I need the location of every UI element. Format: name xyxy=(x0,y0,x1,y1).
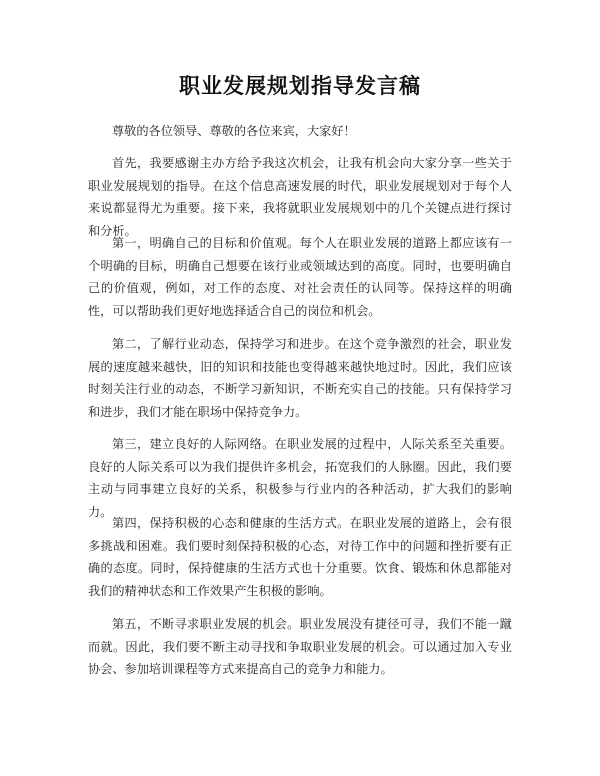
paragraph-point-1: 第一，明确自己的目标和价值观。每个人在职业发展的道路上都应该有一个明确的目标，明确自己想要在该行业或领域达到的高度。同时，也要明确自己的价值观，例如，对工作的态度、对社会责任的认同等。保持这样的明确性，可以帮助我们更好地选择适合自己的岗位和机会。 xyxy=(88,236,512,318)
paragraph-point-4: 第四，保持积极的心态和健康的生活方式。在职业发展的道路上，会有很多挑战和困难。我们要时刻保持积极的心态，对待工作中的问题和挫折要有正确的态度。同时，保持健康的生活方式也十分重要。饮食、锻炼和休息都能对我们的精神状态和工作效果产生积极的影响。 xyxy=(88,516,512,598)
page-title: 职业发展规划指导发言稿 xyxy=(179,74,421,98)
paragraph-point-3: 第三，建立良好的人际网络。在职业发展的过程中，人际关系至关重要。良好的人际关系可以为我们提供许多机会，拓宽我们的人脉圈。因此，我们要主动与同事建立良好的关系，积极参与行业内的各种活动，扩大我们的影响力。 xyxy=(88,437,512,519)
paragraph-intro: 首先，我要感谢主办方给予我这次机会，让我有机会向大家分享一些关于职业发展规划的指导。在这个信息高速发展的时代，职业发展规划对于每个人来说都显得尤为重要。接下来，我将就职业发展规划中的几个关键点进行探讨和分析。 xyxy=(88,156,512,238)
paragraph-point-5: 第五，不断寻求职业发展的机会。职业发展没有捷径可寻，我们不能一蹴而就。因此，我们要不断主动寻找和争取职业发展的机会。可以通过加入专业协会、参加培训课程等方式来提高自己的竞争力和能力。 xyxy=(88,617,512,676)
paragraph-greeting: 尊敬的各位领导、尊敬的各位来宾，大家好！ xyxy=(112,124,356,138)
paragraph-point-2: 第二，了解行业动态，保持学习和进步。在这个竞争激烈的社会，职业发展的速度越来越快，旧的知识和技能也变得越来越快地过时。因此，我们应该时刻关注行业的动态，不断学习新知识，不断充实自己的技能。只有保持学习和进步，我们才能在职场中保持竞争力。 xyxy=(88,337,512,419)
